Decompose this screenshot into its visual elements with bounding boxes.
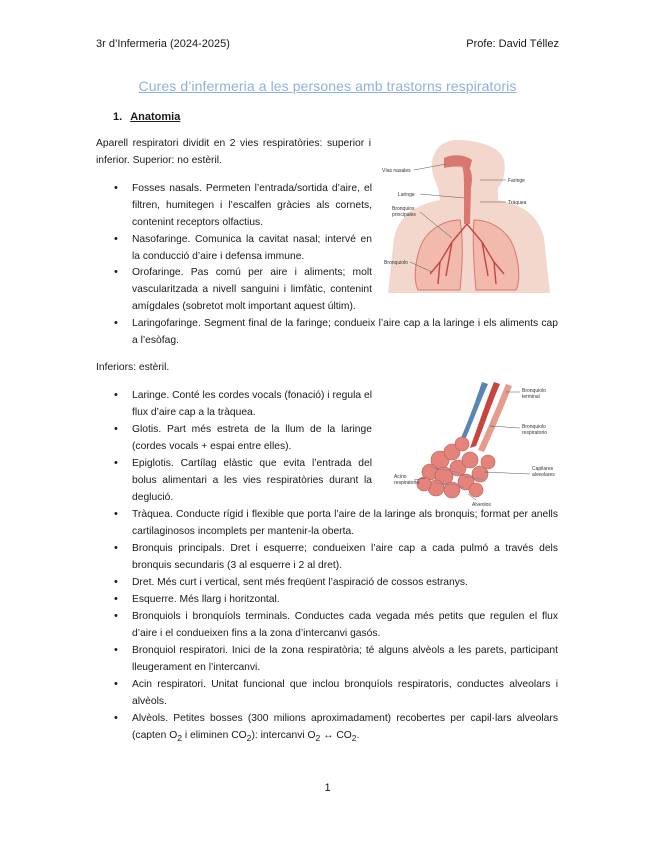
intro-paragraph: Aparell respiratori dividit en 2 vies respiratòries: superior i inferior. Superior: no estèril.	[96, 138, 371, 166]
inferior-heading: Inferiors: estèril.	[96, 362, 170, 373]
label-bronquios-1: Bronquios	[392, 206, 415, 212]
alveols-text-2: i eliminen CO	[182, 730, 247, 741]
superior-list-top	[114, 180, 372, 265]
label-capilares-1: Capilares	[532, 466, 554, 472]
acinus-figure	[380, 382, 558, 510]
page-number: 1	[324, 782, 331, 794]
list-item-bronquiols: • Bronquiols i bronquíols terminals. Conductes cada vegada més petits que regulen el flux d’aire i el condueixen fins a la zona d’intercanvi gasós.	[114, 608, 558, 642]
label-bronquiolo-terminal-2: terminal	[522, 394, 540, 400]
header-course: 3r d’Infermeria (2024-2025)	[96, 38, 230, 50]
label-bronquiolo-resp-1: Bronquiolo	[522, 424, 546, 430]
list-item-dret: • Dret. Més curt i vertical, sent més freqüent l’aspiració de cossos estranys.	[114, 574, 558, 591]
alveols-sub-4: 2	[351, 733, 357, 744]
alveols-text-4: ↔ CO	[320, 730, 352, 741]
alveols-text-5: .	[356, 730, 360, 741]
label-capilares-2: alveolares	[532, 472, 555, 478]
section-label: Anatomia	[130, 111, 181, 123]
header-teacher: Profe: David Téllez	[466, 38, 559, 50]
label-traquea: Tráquea	[508, 200, 527, 206]
label-vias-nasales: Vías nasales	[382, 168, 411, 174]
list-item-traquea: • Tràquea. Conducte rígid i flexible que porta l’aire de la laringe als bronquis; format per anells cartilaginosos incomplets per mantenir-la oberta.	[114, 506, 558, 540]
label-bronquios-2: principales	[392, 212, 416, 218]
alveols-sub-1: 2	[177, 733, 182, 744]
section-heading	[113, 111, 180, 123]
alveols-sub-3: 2	[315, 733, 321, 744]
alveols-text-1: Alvèols. Petites bosses (300 milions aproximadament) recobertes per capil·lars alveolars (capten O	[132, 713, 558, 741]
label-bronquiolo-terminal-1: Bronquiolo	[522, 388, 546, 394]
label-bronquiolo: Bronquiolo	[384, 260, 408, 266]
inferior-list-bottom	[114, 506, 558, 747]
alveols-text-3: ): intercanvi O	[251, 730, 316, 741]
label-laringe: Laringe	[398, 192, 415, 198]
alveols-sub-2: 2	[246, 733, 252, 744]
page-header	[96, 38, 559, 50]
list-item-epiglotis: • Epiglotis. Cartílag elàstic que evita l’entrada del bolus alimentari a les vies respiratòries durant la deglució.	[114, 455, 372, 506]
label-acino-1: Acino	[394, 474, 407, 480]
list-item-laringe: • Laringe. Conté les cordes vocals (fonació) i regula el flux d’aire cap a la tràquea.	[114, 387, 372, 421]
list-item-bronquis-principals: • Bronquis principals. Dret i esquerre; condueixen l’aire cap a cada pulmó a través dels bronquis secundaris (3 al esquerre i 2 al dret).	[114, 540, 558, 574]
superior-list-bottom	[114, 264, 454, 315]
section-number: 1.	[113, 111, 123, 123]
list-item-laringofaringe: • Laringofaringe. Segment final de la faringe; condueix l’aire cap a la laringe i els aliments cap a l’esòfag.	[114, 315, 558, 349]
list-item-acin-respiratori: • Acin respiratori. Unitat funcional que inclou bronquíols respiratoris, conductes alveolars i alvèols.	[114, 676, 558, 710]
list-item-esquerre: • Esquerre. Més llarg i horitzontal.	[114, 591, 558, 608]
label-alveolos: Alveolos	[472, 502, 491, 508]
list-item-orofaringe: • Orofaringe. Pas comú per aire i aliments; molt vascularitzada a nivell sanguini i limfàtic, contenint amígdales (sobretot molt important aquest últim).	[114, 264, 372, 315]
document-title: Cures d’infermeria a les persones amb trastorns respiratoris	[138, 78, 517, 94]
superior-list-last	[114, 315, 558, 349]
list-item-bronquiol-respiratori: • Bronquiol respiratori. Inici de la zona respiratòria; té alguns alvèols a les parets, participant lleugerament en l’intercanvi.	[114, 642, 558, 676]
inferior-list-top	[114, 387, 372, 506]
list-item-fosses-nasals: • Fosses nasals. Permeten l’entrada/sortida d’aire, el filtren, humitegen i l’escalfen gràcies als cornets, contenint receptors olfactius.	[114, 180, 372, 231]
label-bronquiolo-resp-2: respiratorio	[522, 430, 548, 436]
label-acino-2: respiratorio	[394, 480, 420, 486]
list-item-alveols	[114, 710, 558, 747]
list-item-glotis: • Glotis. Part més estreta de la llum de la laringe (cordes vocals + espai entre elles).	[114, 421, 372, 455]
list-item-nasofaringe: • Nasofaringe. Comunica la cavitat nasal; intervé en la conducció d’aire i defensa immune.	[114, 231, 372, 265]
label-faringe: Faringe	[508, 178, 525, 184]
